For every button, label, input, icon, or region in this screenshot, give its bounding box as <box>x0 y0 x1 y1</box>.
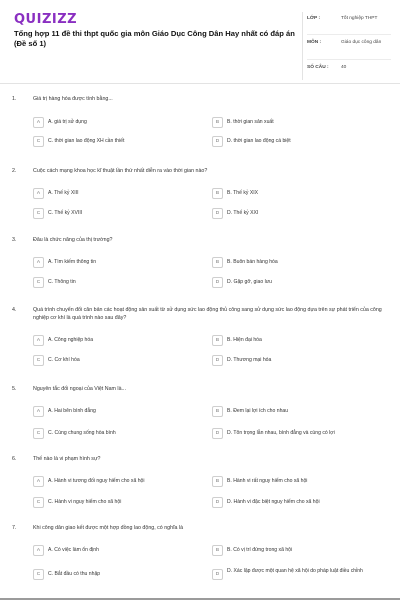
option-letter: C <box>33 136 44 147</box>
option-text: A. Hai bên bình đẳng <box>48 408 96 414</box>
option-b[interactable] <box>212 476 392 489</box>
option-text: D. Thương mại hóa <box>227 357 272 363</box>
question-text: Giá trị hàng hóa được tính bằng... <box>33 96 113 102</box>
question-number: 3. <box>12 237 17 243</box>
quiz-title: Tổng hợp 11 đề thi thpt quốc gia môn Giáo Dục Công Dân Hay nhất có đáp án (Đề số 1) <box>14 29 295 48</box>
option-text: A. Hành vi tương đối nguy hiểm cho xã hội <box>48 478 145 484</box>
option-c[interactable] <box>33 497 213 510</box>
option-letter: C <box>33 497 44 508</box>
meta-subject-label: MÔN : <box>307 40 322 45</box>
option-b[interactable] <box>212 188 392 201</box>
option-d[interactable] <box>212 277 392 290</box>
option-text: B. Có vị trí đứng trong xã hội <box>227 547 293 553</box>
option-letter: D <box>212 355 223 366</box>
option-c[interactable] <box>33 569 213 582</box>
option-text: D. Gặp gỡ, giao lưu <box>227 279 272 285</box>
option-a[interactable] <box>33 117 213 130</box>
option-text: C. Bắt đầu có thu nhập <box>48 571 101 577</box>
option-text: A. giá trị sử dụng <box>48 119 87 125</box>
option-text: A. Tìm kiếm thông tin <box>48 259 97 265</box>
question-number: 6. <box>12 456 17 462</box>
option-c[interactable] <box>33 428 213 441</box>
option-letter: A <box>33 406 44 417</box>
option-letter: C <box>33 355 44 366</box>
option-letter: C <box>33 277 44 288</box>
option-letter: C <box>33 208 44 219</box>
option-text: D. thời gian lao động cá biệt <box>227 138 291 144</box>
option-d[interactable] <box>212 497 392 510</box>
option-letter: B <box>212 476 223 487</box>
meta-subject-value: Giáo dục công dân <box>341 40 382 45</box>
option-text: B. Hành vi rất nguy hiểm cho xã hội <box>227 478 308 484</box>
option-letter: B <box>212 257 223 268</box>
option-text: C. Thế kỷ XVIII <box>48 210 83 216</box>
question-number: 4. <box>12 307 17 313</box>
meta-grade-value: Tốt nghiệp THPT <box>341 16 378 21</box>
option-letter: D <box>212 569 223 580</box>
option-text: B. thời gian sản xuất <box>227 119 274 125</box>
option-text: B. Đem lại lợi ích cho nhau <box>227 408 289 414</box>
option-letter: A <box>33 545 44 556</box>
quiz-meta <box>302 12 392 80</box>
option-text: B. Buôn bán hàng hóa <box>227 259 278 265</box>
option-letter: B <box>212 335 223 346</box>
option-d[interactable] <box>212 355 392 368</box>
option-b[interactable] <box>212 335 392 348</box>
option-letter: A <box>33 117 44 128</box>
meta-divider <box>307 34 391 35</box>
option-letter: D <box>212 277 223 288</box>
question-text: Đâu là chức năng của thị trường? <box>33 237 113 243</box>
option-text: C. Cơ khí hóa <box>48 357 80 363</box>
option-letter: B <box>212 188 223 199</box>
option-text: D. Xác lập được một quan hệ xã hội do pháp luật điều chỉnh <box>227 568 363 574</box>
question-number: 1. <box>12 96 17 102</box>
option-a[interactable] <box>33 545 213 558</box>
option-a[interactable] <box>33 406 213 419</box>
option-letter: D <box>212 136 223 147</box>
meta-count-value: 40 <box>341 65 347 70</box>
option-text: D. Hành vi đặc biệt nguy hiểm cho xã hội <box>227 499 320 505</box>
question-number: 7. <box>12 525 17 531</box>
option-text: A. Thế kỷ XIII <box>48 190 79 196</box>
option-letter: B <box>212 545 223 556</box>
option-c[interactable] <box>33 277 213 290</box>
question-number: 5. <box>12 386 17 392</box>
question-text: Quá trình chuyển đổi căn bản các hoạt động sản xuất từ sử dụng sức lao động thủ công sang sử dụng sức lao động dựa trên sự phát triển của công nghiệp cơ khí là quá trình nào sau đây? <box>33 307 382 321</box>
option-b[interactable] <box>212 117 392 130</box>
option-text: A. Công nghiệp hóa <box>48 337 94 343</box>
option-a[interactable] <box>33 188 213 201</box>
option-d[interactable] <box>212 428 392 441</box>
option-c[interactable] <box>33 208 213 221</box>
option-text: B. Hiện đại hóa <box>227 337 262 343</box>
option-text: C. thời gian lao động XH cần thiết <box>48 138 125 144</box>
option-letter: A <box>33 188 44 199</box>
quizizz-logo: QUIZIZZ <box>14 12 78 27</box>
option-b[interactable] <box>212 406 392 419</box>
option-letter: D <box>212 497 223 508</box>
option-letter: A <box>33 476 44 487</box>
option-b[interactable] <box>212 545 392 558</box>
option-letter: D <box>212 208 223 219</box>
question-text: Khi công dân giao kết được một hợp đồng lao động, có nghĩa là <box>33 525 184 531</box>
option-c[interactable] <box>33 355 213 368</box>
option-b[interactable] <box>212 257 392 270</box>
option-a[interactable] <box>33 335 213 348</box>
option-d[interactable] <box>212 136 392 149</box>
option-text: B. Thế kỷ XIX <box>227 190 259 196</box>
meta-count-label: SỐ CÂU : <box>307 65 329 70</box>
question-text: Thế nào là vi phạm hình sự? <box>33 456 101 462</box>
meta-divider <box>307 59 391 60</box>
option-d[interactable] <box>212 569 392 582</box>
option-letter: A <box>33 335 44 346</box>
option-a[interactable] <box>33 476 213 489</box>
meta-grade-label: LỚP : <box>307 16 321 21</box>
option-letter: C <box>33 569 44 580</box>
option-text: C. Cùng chung sống hòa bình <box>48 430 116 436</box>
option-text: A. Có việc làm ổn định <box>48 547 99 553</box>
option-letter: C <box>33 428 44 439</box>
option-letter: A <box>33 257 44 268</box>
option-d[interactable] <box>212 208 392 221</box>
option-letter: D <box>212 428 223 439</box>
option-text: D. Tôn trọng lẫn nhau, bình đẳng và cùng có lợi <box>227 430 335 436</box>
question-text: Nguyên tắc đối ngoại của Việt Nam là... <box>33 386 126 392</box>
option-text: C. Thông tin <box>48 279 76 285</box>
option-text: D. Thế kỷ XXI <box>227 210 259 216</box>
quiz-header <box>0 0 400 84</box>
option-letter: B <box>212 117 223 128</box>
question-text: Cuộc cách mạng khoa học kĩ thuật lần thứ nhất diễn ra vào thời gian nào? <box>33 168 208 174</box>
question-number: 2. <box>12 168 17 174</box>
option-text: C. Hành vi nguy hiểm cho xã hội <box>48 499 122 505</box>
option-a[interactable] <box>33 257 213 270</box>
option-letter: B <box>212 406 223 417</box>
option-c[interactable] <box>33 136 213 149</box>
